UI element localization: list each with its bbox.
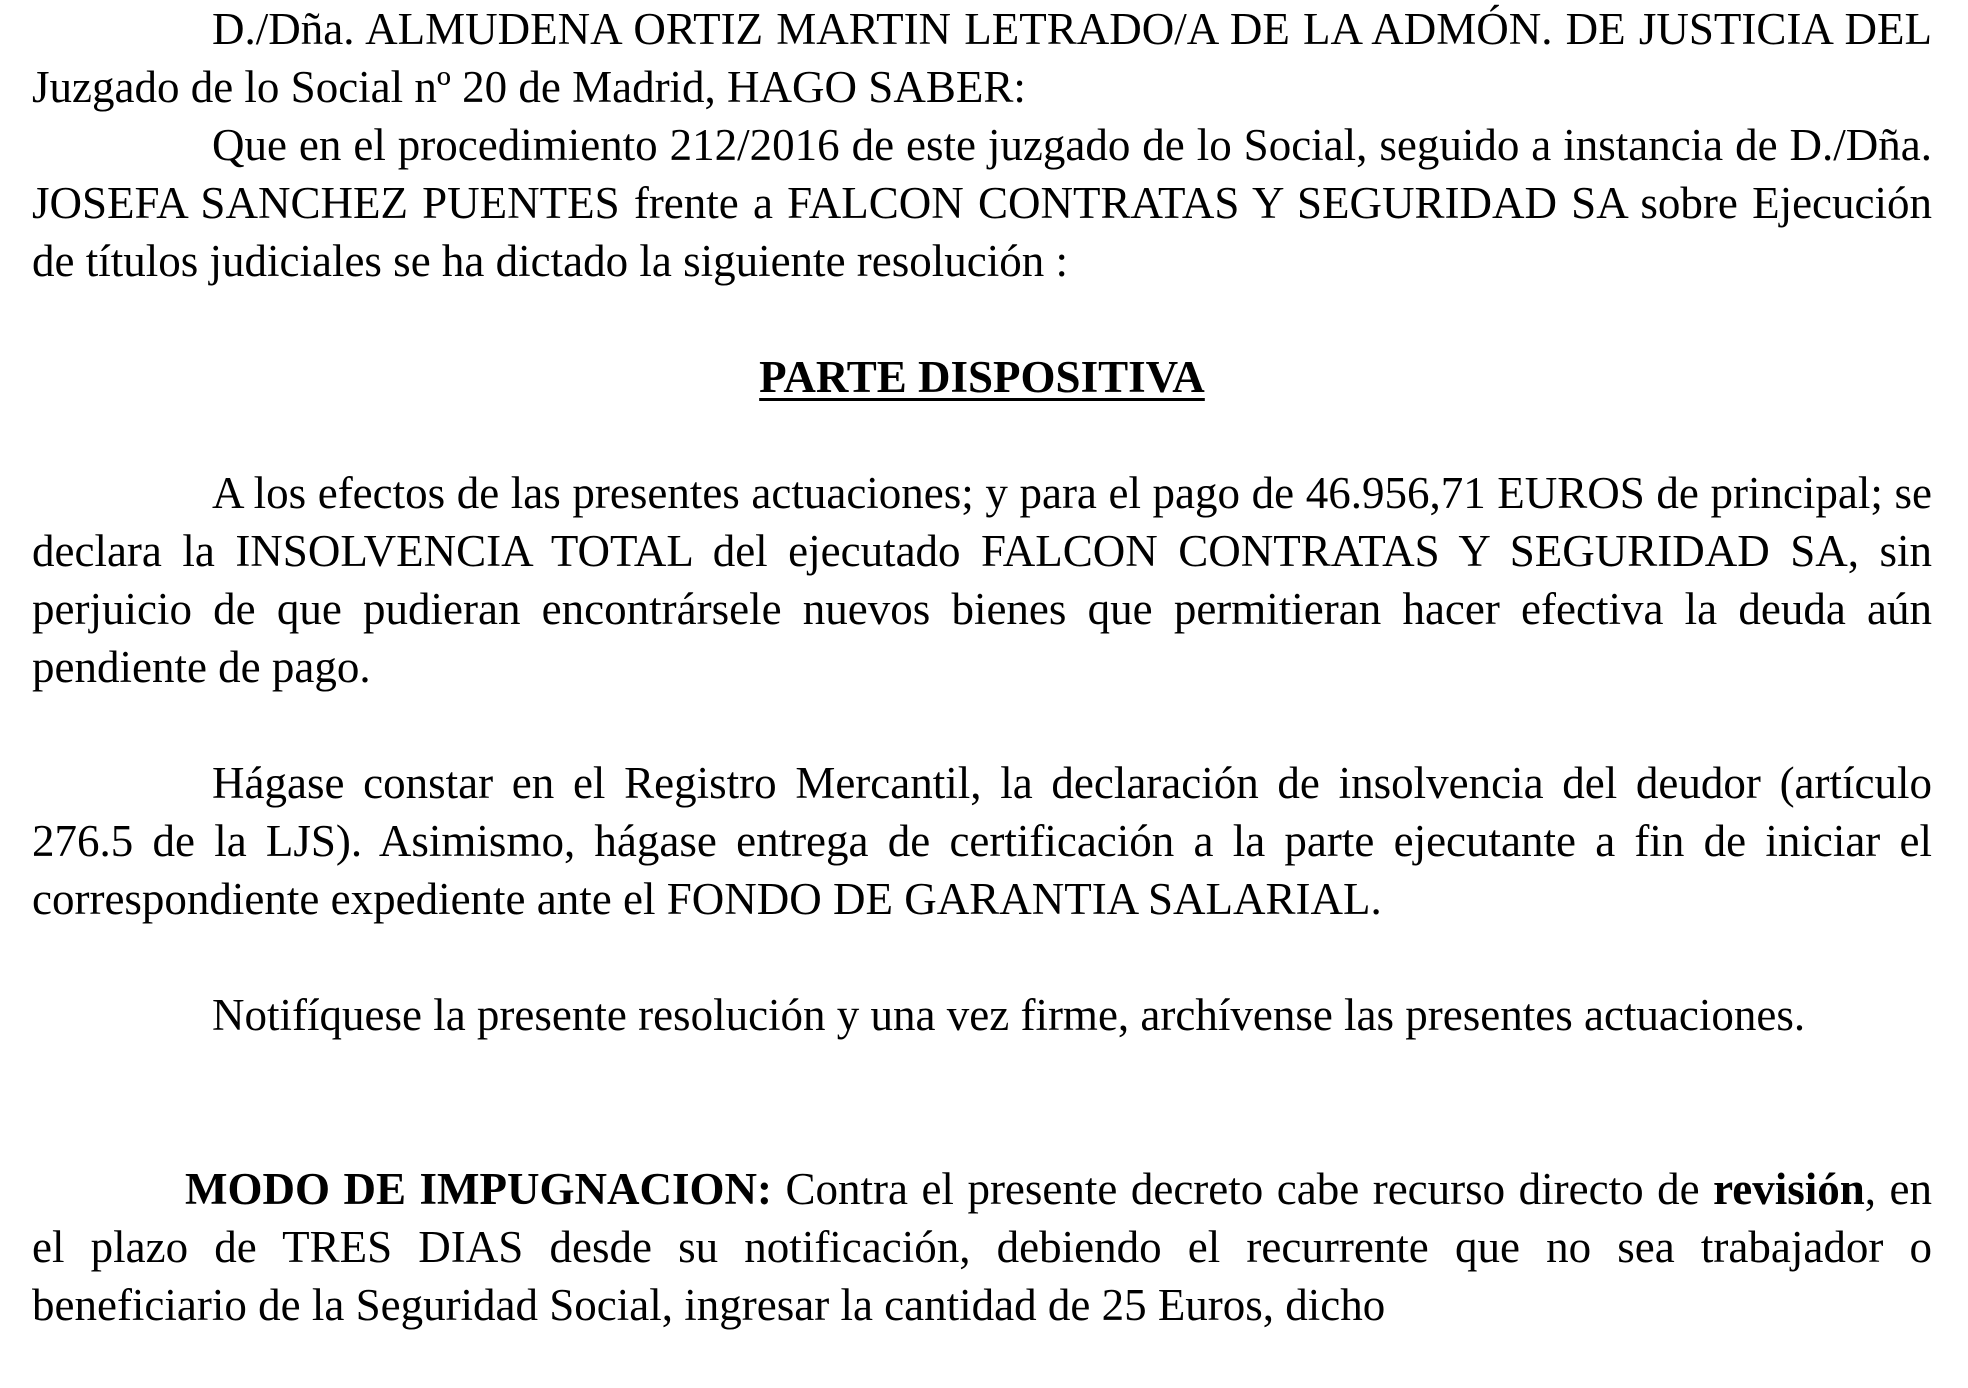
spacer <box>32 928 1932 986</box>
spacer <box>32 1044 1932 1160</box>
heading-wrap <box>32 348 1932 406</box>
impugnation-text-a: Contra el presente decreto cabe recurso directo de <box>771 1164 1714 1214</box>
document-page <box>32 0 1932 1334</box>
impugnation-paragraph <box>32 1160 1932 1334</box>
procedure-paragraph: Que en el procedimiento 212/2016 de este juzgado de lo Social, seguido a instancia de D./Dña. JOSEFA SANCHEZ PUENTES frente a FALCON CONTRATAS Y SEGURIDAD SA sobre Ejecución de títulos judiciales se ha dictado la siguiente resolución : <box>32 120 1932 286</box>
impugnation-text-b: , en el plazo de TRES DIAS desde su notificación, debiendo el recurrente que no sea trabajador o beneficiario de la Seguridad Social, ingresar la cantidad de 25 Euros, dicho <box>32 1164 1932 1330</box>
spacer <box>32 696 1932 754</box>
notification-paragraph: Notifíquese la presente resolución y una vez firme, archívense las presentes actuaciones. <box>212 990 1806 1040</box>
impugnation-lead: MODO DE IMPUGNACION: <box>185 1164 772 1214</box>
insolvency-paragraph: A los efectos de las presentes actuaciones; y para el pago de 46.956,71 EUROS de principal; se declara la INSOLVENCIA TOTAL del ejecutado FALCON CONTRATAS Y SEGURIDAD SA, sin perjuicio de que pudieran encontrársele nuevos bienes que permitieran hacer efectiva la deuda aún pendiente de pago. <box>32 468 1932 692</box>
impugnation-bold-word: revisión <box>1713 1164 1865 1214</box>
registry-paragraph: Hágase constar en el Registro Mercantil, la declaración de insolvencia del deudor (artículo 276.5 de la LJS). Asimismo, hágase entrega de certificación a la parte ejecutante a fin de iniciar el correspondiente expediente ante el FONDO DE GARANTIA SALARIAL. <box>32 758 1932 924</box>
intro-paragraph: D./Dña. ALMUDENA ORTIZ MARTIN LETRADO/A DE LA ADMÓN. DE JUSTICIA DEL Juzgado de lo Social nº 20 de Madrid, HAGO SABER: <box>32 4 1932 112</box>
section-heading: PARTE DISPOSITIVA <box>759 352 1205 402</box>
